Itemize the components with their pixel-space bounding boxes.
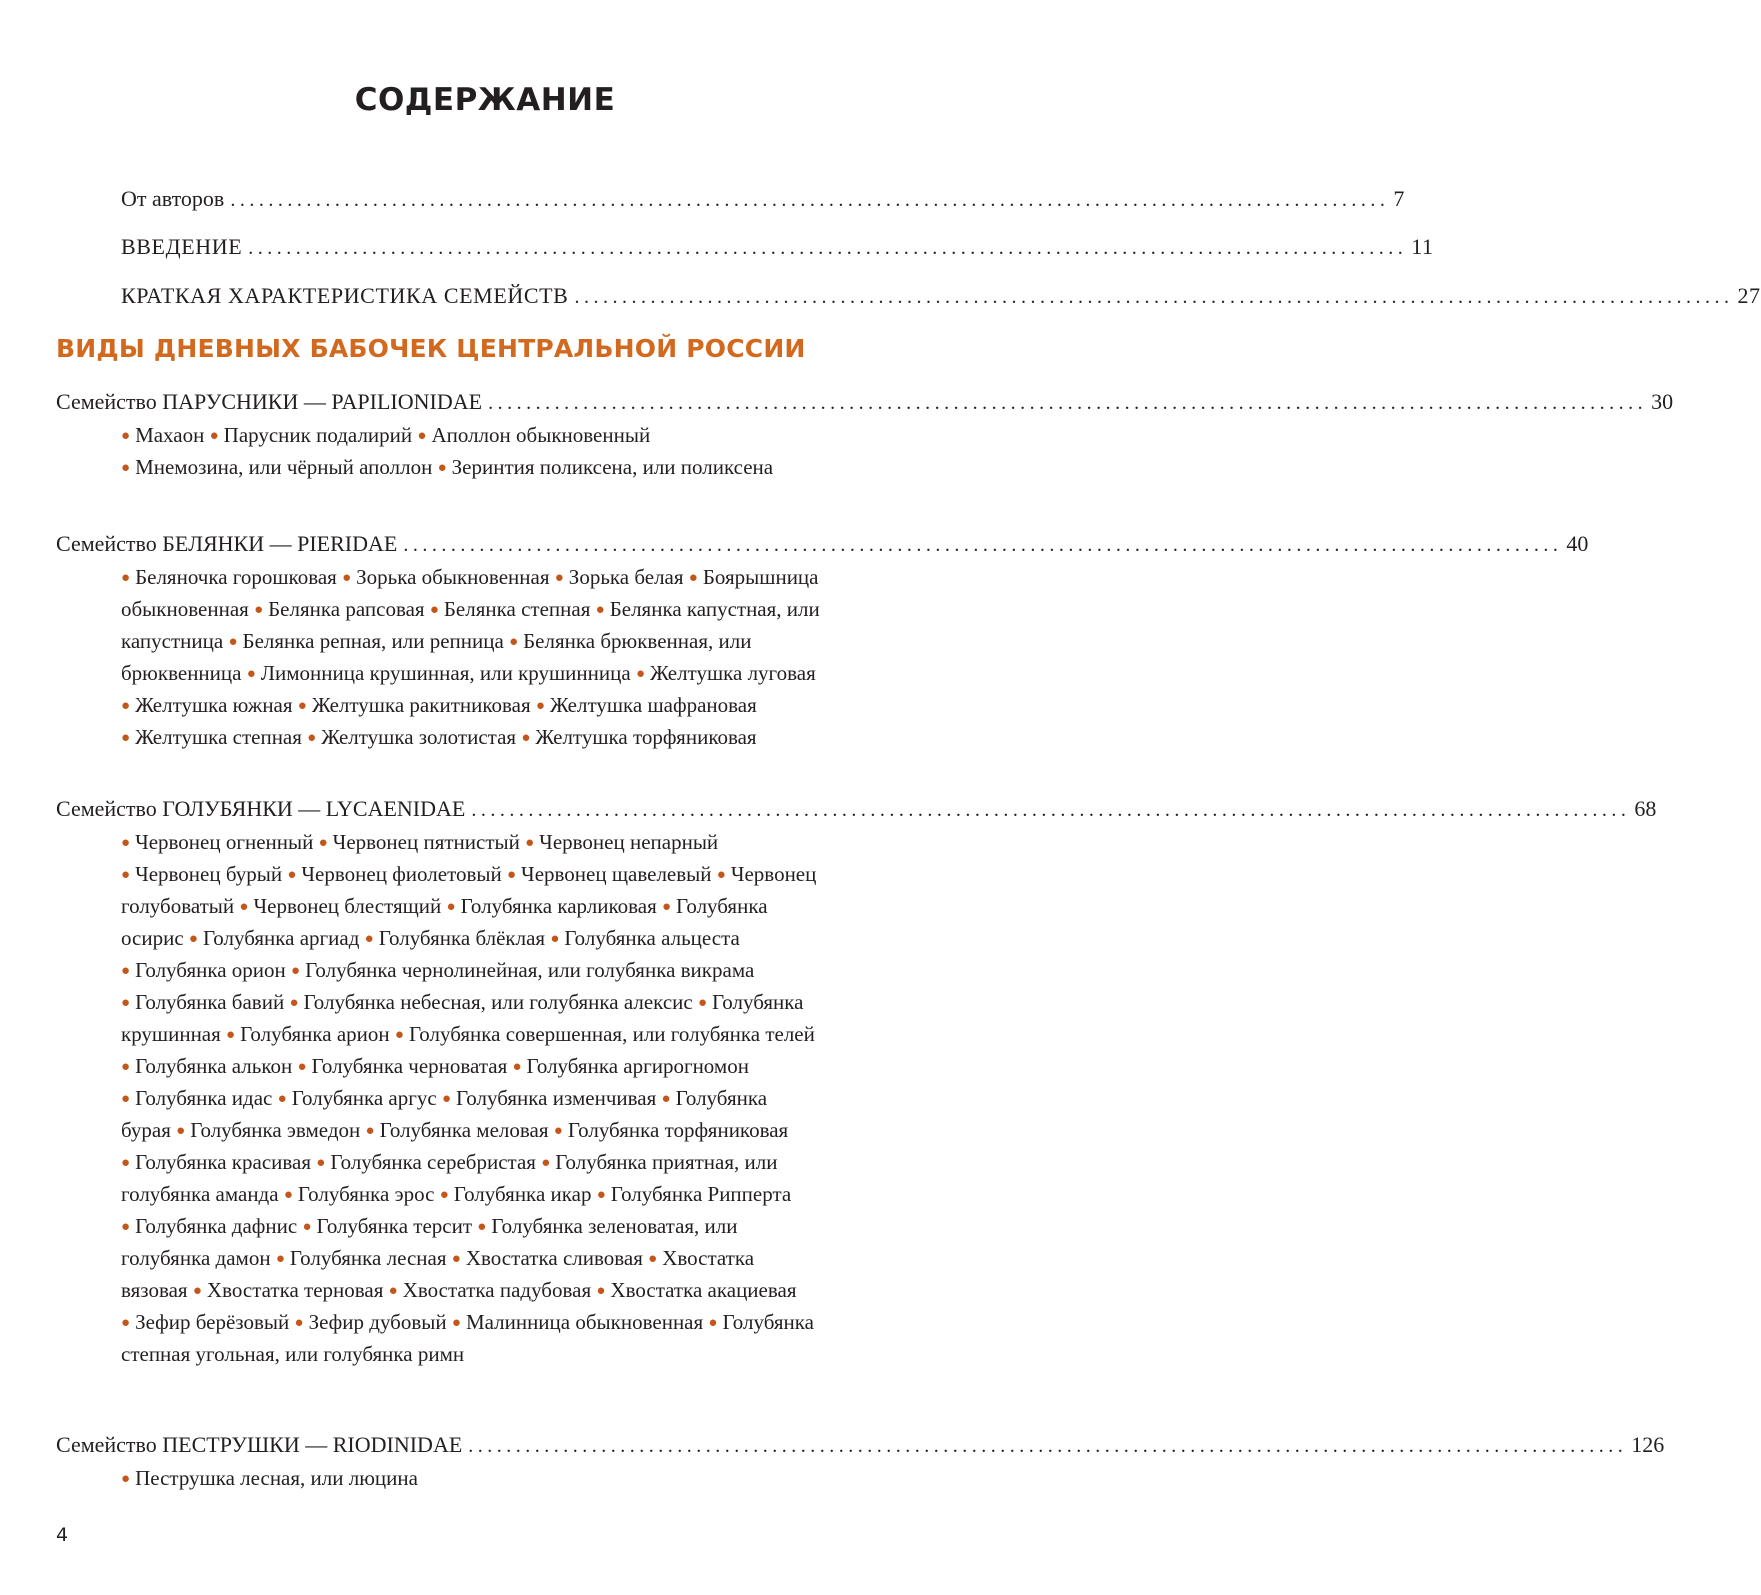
bullet-icon: ● <box>275 1251 285 1267</box>
bullet-icon: ● <box>121 995 131 1011</box>
toc-label: От авторов <box>121 186 225 211</box>
species-name: Голубянка совершенная, или голубянка телей <box>408 1022 815 1046</box>
species-name: Голубянка осирис <box>121 894 768 950</box>
bullet-icon: ● <box>697 995 708 1011</box>
species-name: Зорька белая <box>568 565 684 589</box>
species-name: Голубянка бурая <box>121 1086 768 1142</box>
bullet-icon: ● <box>509 634 519 650</box>
bullet-icon: ● <box>121 1471 131 1487</box>
species-item <box>307 725 516 749</box>
bullet-icon: ● <box>226 1027 236 1043</box>
bullet-icon: ● <box>648 1251 658 1267</box>
toc-page-number: 30 <box>1651 389 1674 414</box>
bullet-icon: ● <box>394 1027 404 1043</box>
species-name: Голубянка приятная, или голубянка аманда <box>121 1150 778 1206</box>
species-item <box>512 1054 748 1078</box>
bullet-icon: ● <box>228 634 238 650</box>
species-item <box>440 1182 592 1206</box>
species-name: Червонец блестящий <box>253 894 442 918</box>
species-item <box>121 1150 311 1174</box>
species-item <box>121 958 286 982</box>
dot-leader: .......................................................................................................................... <box>468 1435 1628 1457</box>
bullet-icon: ● <box>388 1283 398 1299</box>
bullet-icon: ● <box>297 698 307 714</box>
species-name: Беляночка горошковая <box>135 565 337 589</box>
species-name: Голубянка красивая <box>135 1150 311 1174</box>
bullet-icon: ● <box>121 867 131 883</box>
species-item <box>319 830 520 854</box>
bullet-icon: ● <box>439 1187 449 1203</box>
species-name: Червонец пятнистый <box>332 830 520 854</box>
species-name: Голубянка дафнис <box>135 1214 298 1238</box>
bullet-icon: ● <box>121 1091 131 1107</box>
species-name: Боярышница обыкновенная <box>121 565 819 621</box>
species-item <box>276 1246 447 1270</box>
species-name: Хвостатка сливовая <box>465 1246 643 1270</box>
species-name: Хвостатка падубовая <box>402 1278 592 1302</box>
toc-label: КРАТКАЯ ХАРАКТЕРИСТИКА СЕМЕЙСТВ <box>121 283 569 308</box>
bullet-icon: ● <box>176 1123 186 1139</box>
species-item <box>284 1182 435 1206</box>
bullet-icon: ● <box>716 867 726 883</box>
species-item <box>226 1022 390 1046</box>
bullet-icon: ● <box>121 460 131 476</box>
bullet-icon: ● <box>239 899 249 915</box>
bullet-icon: ● <box>121 1219 131 1235</box>
bullet-icon: ● <box>451 1251 461 1267</box>
species-item <box>121 862 282 886</box>
species-item <box>430 597 591 621</box>
species-name: Голубянка лесная <box>289 1246 447 1270</box>
section-heading: ВИДЫ ДНЕВНЫХ БАБОЧЕК ЦЕНТРАЛЬНОЙ РОССИИ <box>56 334 806 363</box>
toc-page-number: 7 <box>1393 186 1405 211</box>
species-name: Лимонница крушинная, или крушинница <box>260 661 631 685</box>
bullet-icon: ● <box>283 1187 293 1203</box>
family-label: Семейство ПАРУСНИКИ — PAPILIONIDAE <box>56 389 483 414</box>
species-name: Червонец голубоватый <box>121 862 817 918</box>
bullet-icon: ● <box>121 1155 131 1171</box>
species-name: Голубянка крушинная <box>121 990 804 1046</box>
bullet-icon: ● <box>121 570 131 586</box>
bullet-icon: ● <box>254 602 264 618</box>
species-item <box>121 990 284 1014</box>
species-item <box>121 565 337 589</box>
species-item <box>291 958 754 982</box>
bullet-icon: ● <box>316 1155 326 1171</box>
bullet-icon: ● <box>209 428 219 444</box>
family-label: Семейство ГОЛУБЯНКИ — LYCAENIDAE <box>56 796 466 821</box>
bullet-icon: ● <box>277 1091 287 1107</box>
bullet-icon: ● <box>441 1091 451 1107</box>
species-item <box>247 661 631 685</box>
dot-leader: .......................................................................................................................... <box>248 237 1408 259</box>
species-item <box>278 1086 437 1110</box>
species-name: Мнемозина, или чёрный аполлон <box>135 455 433 479</box>
species-name: Голубянка небесная, или голубянка алексис <box>303 990 693 1014</box>
bullet-icon: ● <box>246 666 256 682</box>
species-item <box>121 693 293 717</box>
bullet-icon: ● <box>429 602 439 618</box>
species-name: Малинница обыкновенная <box>465 1310 704 1334</box>
bullet-icon: ● <box>512 1059 522 1075</box>
species-name: Голубянка орион <box>135 958 286 982</box>
species-item <box>597 1182 792 1206</box>
species-item <box>342 565 549 589</box>
species-item <box>507 862 712 886</box>
species-name: Голубянка меловая <box>379 1118 549 1142</box>
species-name: Зорька обыкновенная <box>356 565 550 589</box>
species-item <box>536 693 757 717</box>
bullet-icon: ● <box>342 570 352 586</box>
species-list-papilionidae <box>121 420 821 484</box>
species-list-pieridae <box>121 562 821 754</box>
species-item <box>121 423 204 447</box>
bullet-icon: ● <box>289 995 299 1011</box>
species-name: Белянка репная, или репница <box>242 629 504 653</box>
species-item <box>452 1310 703 1334</box>
species-name: Червонец фиолетовый <box>301 862 502 886</box>
species-name: Пеструшка лесная, или люцина <box>135 1466 418 1490</box>
toc-entry-families-overview[interactable] <box>121 283 1761 309</box>
page-title: СОДЕРЖАНИЕ <box>354 82 616 118</box>
species-item <box>417 423 650 447</box>
bullet-icon: ● <box>661 899 672 915</box>
species-item <box>176 1118 360 1142</box>
toc-entry-introduction[interactable] <box>121 234 1434 260</box>
species-item <box>239 894 441 918</box>
species-name: Аполлон обыкновенный <box>431 423 651 447</box>
species-item <box>121 1054 292 1078</box>
bullet-icon: ● <box>297 1059 307 1075</box>
species-name: Желтушка луговая <box>650 661 816 685</box>
bullet-icon: ● <box>121 730 131 746</box>
species-name: Хвостатка акациевая <box>610 1278 797 1302</box>
species-item <box>189 926 359 950</box>
species-item <box>442 1086 656 1110</box>
species-name: Голубянка чернолинейная, или голубянка викрама <box>305 958 755 982</box>
species-name: Голубянка аргиад <box>202 926 360 950</box>
bullet-icon: ● <box>294 1315 304 1331</box>
species-name: Голубянка серебристая <box>330 1150 536 1174</box>
species-item <box>447 894 657 918</box>
toc-page-number: 68 <box>1634 796 1657 821</box>
species-name: Желтушка шафрановая <box>549 693 757 717</box>
species-item <box>525 830 718 854</box>
species-item <box>389 1278 591 1302</box>
species-item <box>228 629 503 653</box>
toc-label: ВВЕДЕНИЕ <box>121 234 243 259</box>
bullet-icon: ● <box>364 931 374 947</box>
species-name: Голубянка аргус <box>291 1086 437 1110</box>
species-item <box>121 1086 272 1110</box>
species-name: Голубянка эрос <box>297 1182 435 1206</box>
toc-page-number: 40 <box>1566 531 1589 556</box>
species-item <box>554 1118 788 1142</box>
species-name: Зефир дубовый <box>308 1310 447 1334</box>
species-name: Желтушка степная <box>135 725 302 749</box>
species-item <box>254 597 425 621</box>
bullet-icon: ● <box>121 963 131 979</box>
bullet-icon: ● <box>307 730 317 746</box>
bullet-icon: ● <box>287 867 297 883</box>
species-name: Голубянка карликовая <box>460 894 657 918</box>
bullet-icon: ● <box>596 1283 606 1299</box>
dot-leader: .......................................................................................................................... <box>403 534 1563 556</box>
species-name: Белянка рапсовая <box>268 597 425 621</box>
bullet-icon: ● <box>188 931 198 947</box>
bullet-icon: ● <box>121 1315 131 1331</box>
toc-page-number: 11 <box>1411 234 1434 259</box>
species-item <box>550 926 740 950</box>
species-name: Зефир берёзовый <box>135 1310 290 1334</box>
bullet-icon: ● <box>417 428 427 444</box>
species-item <box>210 423 413 447</box>
species-item <box>121 1310 289 1334</box>
bullet-icon: ● <box>535 698 545 714</box>
species-name: Желтушка торфяниковая <box>535 725 757 749</box>
bullet-icon: ● <box>661 1091 671 1107</box>
species-item <box>365 926 545 950</box>
bullet-icon: ● <box>521 730 531 746</box>
bullet-icon: ● <box>550 931 560 947</box>
bullet-icon: ● <box>121 428 131 444</box>
species-item <box>452 1246 643 1270</box>
species-name: Голубянка икар <box>453 1182 592 1206</box>
species-item <box>297 1054 507 1078</box>
species-item <box>316 1150 536 1174</box>
species-name: Хвостатка вязовая <box>121 1246 755 1302</box>
species-name: Голубянка алькон <box>135 1054 293 1078</box>
bullet-icon: ● <box>451 1315 461 1331</box>
species-item <box>289 990 692 1014</box>
bullet-icon: ● <box>596 1187 606 1203</box>
species-item <box>596 1278 796 1302</box>
species-item <box>366 1118 549 1142</box>
bullet-icon: ● <box>291 963 301 979</box>
toc-entry-family-pieridae[interactable] <box>56 531 1589 557</box>
family-label: Семейство ПЕСТРУШКИ — RIODINIDAE <box>56 1432 463 1457</box>
toc-entry-family-lycaenidae[interactable] <box>56 796 1657 822</box>
bullet-icon: ● <box>192 1283 202 1299</box>
species-name: Червонец огненный <box>135 830 314 854</box>
toc-page-number: 126 <box>1631 1432 1665 1457</box>
species-name: Голубянка терсит <box>316 1214 473 1238</box>
dot-leader: .......................................................................................................................... <box>488 392 1648 414</box>
species-name: Голубянка зеленоватая, или голубянка дамон <box>121 1214 738 1270</box>
species-name: Червонец бурый <box>135 862 283 886</box>
species-name: Белянка капустная, или капустница <box>121 597 820 653</box>
dot-leader: .......................................................................................................................... <box>230 189 1390 211</box>
species-item <box>298 693 531 717</box>
species-item <box>438 455 774 479</box>
species-item <box>121 725 302 749</box>
species-item <box>193 1278 384 1302</box>
species-list-riodinidae <box>121 1463 821 1495</box>
bullet-icon: ● <box>121 835 131 851</box>
species-name: Голубянка черноватая <box>311 1054 508 1078</box>
species-list-lycaenidae <box>121 827 821 1370</box>
bullet-icon: ● <box>121 698 131 714</box>
species-name: Голубянка блёклая <box>378 926 546 950</box>
bullet-icon: ● <box>553 1123 563 1139</box>
species-name: Голубянка эвмедон <box>190 1118 361 1142</box>
bullet-icon: ● <box>635 666 645 682</box>
dot-leader: .......................................................................................................................... <box>574 286 1734 308</box>
species-item <box>121 830 313 854</box>
toc-page-number: 27 <box>1737 283 1761 308</box>
bullet-icon: ● <box>437 460 447 476</box>
species-name: Желтушка южная <box>135 693 293 717</box>
species-item <box>295 1310 447 1334</box>
bullet-icon: ● <box>688 570 698 586</box>
toc-entry-family-papilionidae[interactable] <box>56 389 1674 415</box>
page-number: 4 <box>56 1524 69 1546</box>
bullet-icon: ● <box>595 602 605 618</box>
species-name: Зеринтия поликсена, или поликсена <box>451 455 774 479</box>
species-name: Голубянка аргирогномон <box>526 1054 749 1078</box>
species-item <box>302 1214 472 1238</box>
dot-leader: .......................................................................................................................... <box>471 799 1631 821</box>
bullet-icon: ● <box>554 570 564 586</box>
species-name: Червонец непарный <box>539 830 719 854</box>
family-label: Семейство БЕЛЯНКИ — PIERIDAE <box>56 531 398 556</box>
species-name: Белянка брюквенная, или брюквенница <box>121 629 752 685</box>
bullet-icon: ● <box>318 835 328 851</box>
species-item <box>121 1214 297 1238</box>
bullet-icon: ● <box>365 1123 375 1139</box>
species-name: Голубянка арион <box>240 1022 390 1046</box>
bullet-icon: ● <box>477 1219 487 1235</box>
species-name: Желтушка золотистая <box>321 725 517 749</box>
toc-entry-family-riodinidae[interactable] <box>56 1432 1665 1458</box>
species-name: Голубянка изменчивая <box>456 1086 657 1110</box>
bullet-icon: ● <box>541 1155 551 1171</box>
species-name: Голубянка бавий <box>135 990 285 1014</box>
species-item <box>395 1022 815 1046</box>
species-name: Червонец щавелевый <box>521 862 712 886</box>
species-name: Белянка степная <box>443 597 591 621</box>
bullet-icon: ● <box>121 1059 131 1075</box>
species-item <box>121 1466 418 1490</box>
species-item <box>121 455 432 479</box>
bullet-icon: ● <box>708 1315 718 1331</box>
species-name: Парусник подалирий <box>223 423 413 447</box>
bullet-icon: ● <box>302 1219 312 1235</box>
bullet-icon: ● <box>525 835 535 851</box>
species-item <box>555 565 684 589</box>
species-item <box>521 725 756 749</box>
toc-entry-from-authors[interactable] <box>121 186 1405 212</box>
species-name: Голубянка степная угольная, или голубянка римн <box>121 1310 814 1366</box>
species-name: Махаон <box>135 423 205 447</box>
species-name: Голубянка идас <box>135 1086 273 1110</box>
species-item <box>287 862 501 886</box>
species-item <box>636 661 816 685</box>
species-name: Голубянка альцеста <box>564 926 740 950</box>
species-name: Голубянка Рипперта <box>610 1182 792 1206</box>
species-name: Голубянка торфяниковая <box>567 1118 789 1142</box>
species-name: Хвостатка терновая <box>206 1278 384 1302</box>
bullet-icon: ● <box>446 899 456 915</box>
bullet-icon: ● <box>506 867 517 883</box>
species-name: Желтушка ракитниковая <box>311 693 531 717</box>
